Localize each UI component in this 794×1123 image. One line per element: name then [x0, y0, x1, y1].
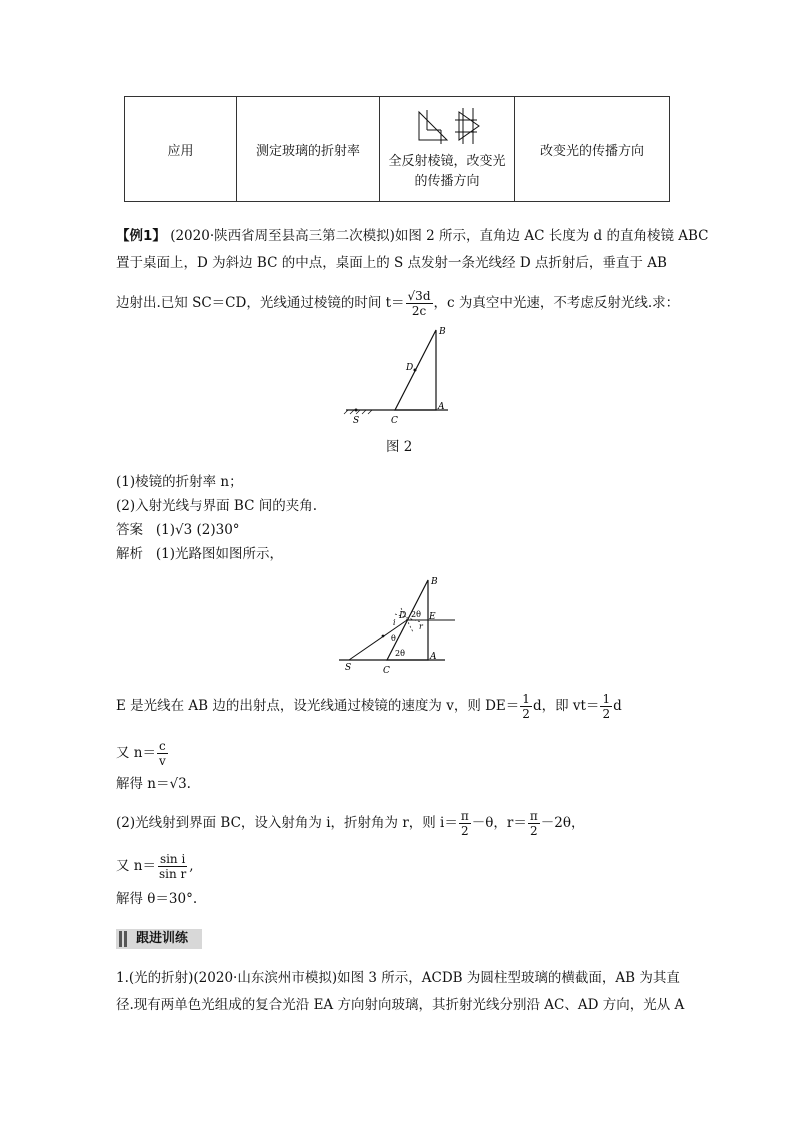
e-line: [116, 688, 622, 724]
analysis-text: (1)光路图如图所示，: [155, 546, 283, 562]
label-2theta-bottom: 2θ: [395, 649, 405, 658]
example-line3-b: ，c 为真空中光速，不考虑反射光线.求：: [433, 295, 680, 311]
example-line1: [116, 225, 709, 247]
time-fraction: [406, 289, 433, 318]
frac-den: 2: [602, 707, 611, 721]
frac-den: sin r: [159, 867, 187, 881]
frac-num: 1: [602, 692, 611, 706]
label-b2: B: [431, 577, 438, 587]
section-marker-1: [119, 931, 122, 947]
ray-dot: [382, 635, 385, 638]
figure-light-path: [335, 574, 465, 676]
n-equals-sin: [116, 848, 194, 884]
p2-c: －2θ，: [540, 815, 585, 831]
label-a: A: [438, 402, 445, 412]
frac-den: 2: [522, 707, 530, 721]
section-header: [116, 929, 202, 949]
answer-line: [116, 519, 240, 541]
section-marker-2: [124, 931, 127, 947]
exercise-line1: 1.(光的折射)(2020·山东滨州市模拟)如图 3 所示，ACDB 为圆柱型玻璃的横截面，AB 为其直: [116, 970, 680, 986]
label-d2: D: [399, 611, 407, 621]
sin-line-a: 又 n＝: [116, 858, 156, 874]
analysis-line: [116, 543, 283, 565]
frac-half-1: [520, 692, 532, 721]
frac-sin: [157, 852, 188, 881]
label-s2: S: [345, 663, 352, 673]
n-equals-cv: [116, 735, 169, 771]
cell-text-line2: 的传播方向: [414, 174, 480, 189]
example-line1-rest: 如图 2 所示，直角边 AC 长度为 d 的直角棱镜 ABC: [394, 228, 709, 244]
answer-text: (1)√3 (2)30°: [155, 522, 240, 538]
frac-num: π: [460, 809, 469, 823]
point-d: [414, 369, 417, 372]
cell-text-line1: 全反射棱镜，改变光: [388, 154, 506, 169]
p2-b: －θ，r＝: [471, 815, 527, 831]
figure-2: [340, 325, 460, 430]
frac-den: 2c: [411, 304, 427, 318]
frac-num: sin i: [159, 852, 186, 866]
row-label: 应用: [125, 97, 237, 202]
section-label: 跟进训练: [136, 931, 189, 946]
label-c: C: [391, 416, 398, 426]
example-source: (2020·陕西省周至县高三第二次模拟): [170, 228, 395, 244]
example-line2: 置于桌面上，D 为斜边 BC 的中点，桌面上的 S 点发射一条光线经 D 点折射后，垂直于 AB: [116, 255, 667, 271]
cell-measure-index: 测定玻璃的折射率: [237, 97, 380, 202]
n-line-a: 又 n＝: [116, 745, 156, 761]
e-line-b: d，即 vt＝: [532, 698, 600, 714]
frac-pi-2-b: [528, 809, 540, 838]
label-a2: A: [430, 652, 437, 662]
exercise-line2: 径.现有两单色光组成的复合光沿 EA 方向射向玻璃，其折射光线分别沿 AC、AD 方向，光从 A: [116, 997, 685, 1013]
frac-pi-2-a: [459, 809, 471, 838]
label-d: D: [406, 363, 414, 373]
analysis-label: 解析: [116, 546, 143, 562]
application-table: [124, 96, 670, 202]
frac-num: 1: [522, 692, 530, 706]
cell-change-direction: 改变光的传播方向: [515, 97, 670, 202]
frac-half-2: [600, 692, 612, 721]
solve-1: 解得 n＝√3.: [116, 776, 191, 792]
point-s: [355, 409, 358, 412]
example-line3-a: 边射出.已知 SC＝CD，光线通过棱镜的时间 t＝: [116, 295, 405, 311]
prism-diagram-icon: [397, 106, 497, 148]
label-b: B: [439, 327, 446, 337]
example-tag: 【例1】: [116, 228, 166, 244]
part-2-line: [116, 805, 584, 841]
question-1: (1)棱镜的折射率 n；: [116, 474, 243, 490]
label-c2: C: [383, 666, 390, 676]
frac-num: π: [529, 809, 538, 823]
cell-total-reflection: [380, 97, 515, 202]
example-line3: [116, 286, 679, 320]
frac-den: 2: [461, 824, 469, 838]
frac-c-over-v: [157, 739, 168, 768]
solve-2: 解得 θ＝30°.: [116, 891, 198, 907]
label-e2: E: [429, 612, 436, 622]
frac-num: √3d: [407, 289, 431, 303]
p2-a: (2)光线射到界面 BC，设入射角为 i，折射角为 r，则 i＝: [116, 815, 458, 831]
frac-den: 2: [530, 824, 538, 838]
frac-num: c: [159, 739, 166, 753]
label-r: r: [419, 622, 423, 631]
e-line-a: E 是光线在 AB 边的出射点，设光线通过棱镜的速度为 v，则 DE＝: [116, 698, 520, 714]
answer-label: 答案: [116, 522, 143, 538]
e-line-c: d: [613, 698, 622, 714]
label-i: i: [393, 618, 396, 627]
frac-den: v: [159, 754, 166, 768]
figure-caption: 图 2: [386, 439, 413, 455]
label-2theta-top: 2θ: [411, 610, 421, 619]
label-theta: θ: [391, 634, 396, 643]
sin-line-b: ,: [189, 858, 194, 874]
label-s: S: [353, 416, 360, 426]
question-2: (2)入射光线与界面 BC 间的夹角.: [116, 498, 317, 514]
